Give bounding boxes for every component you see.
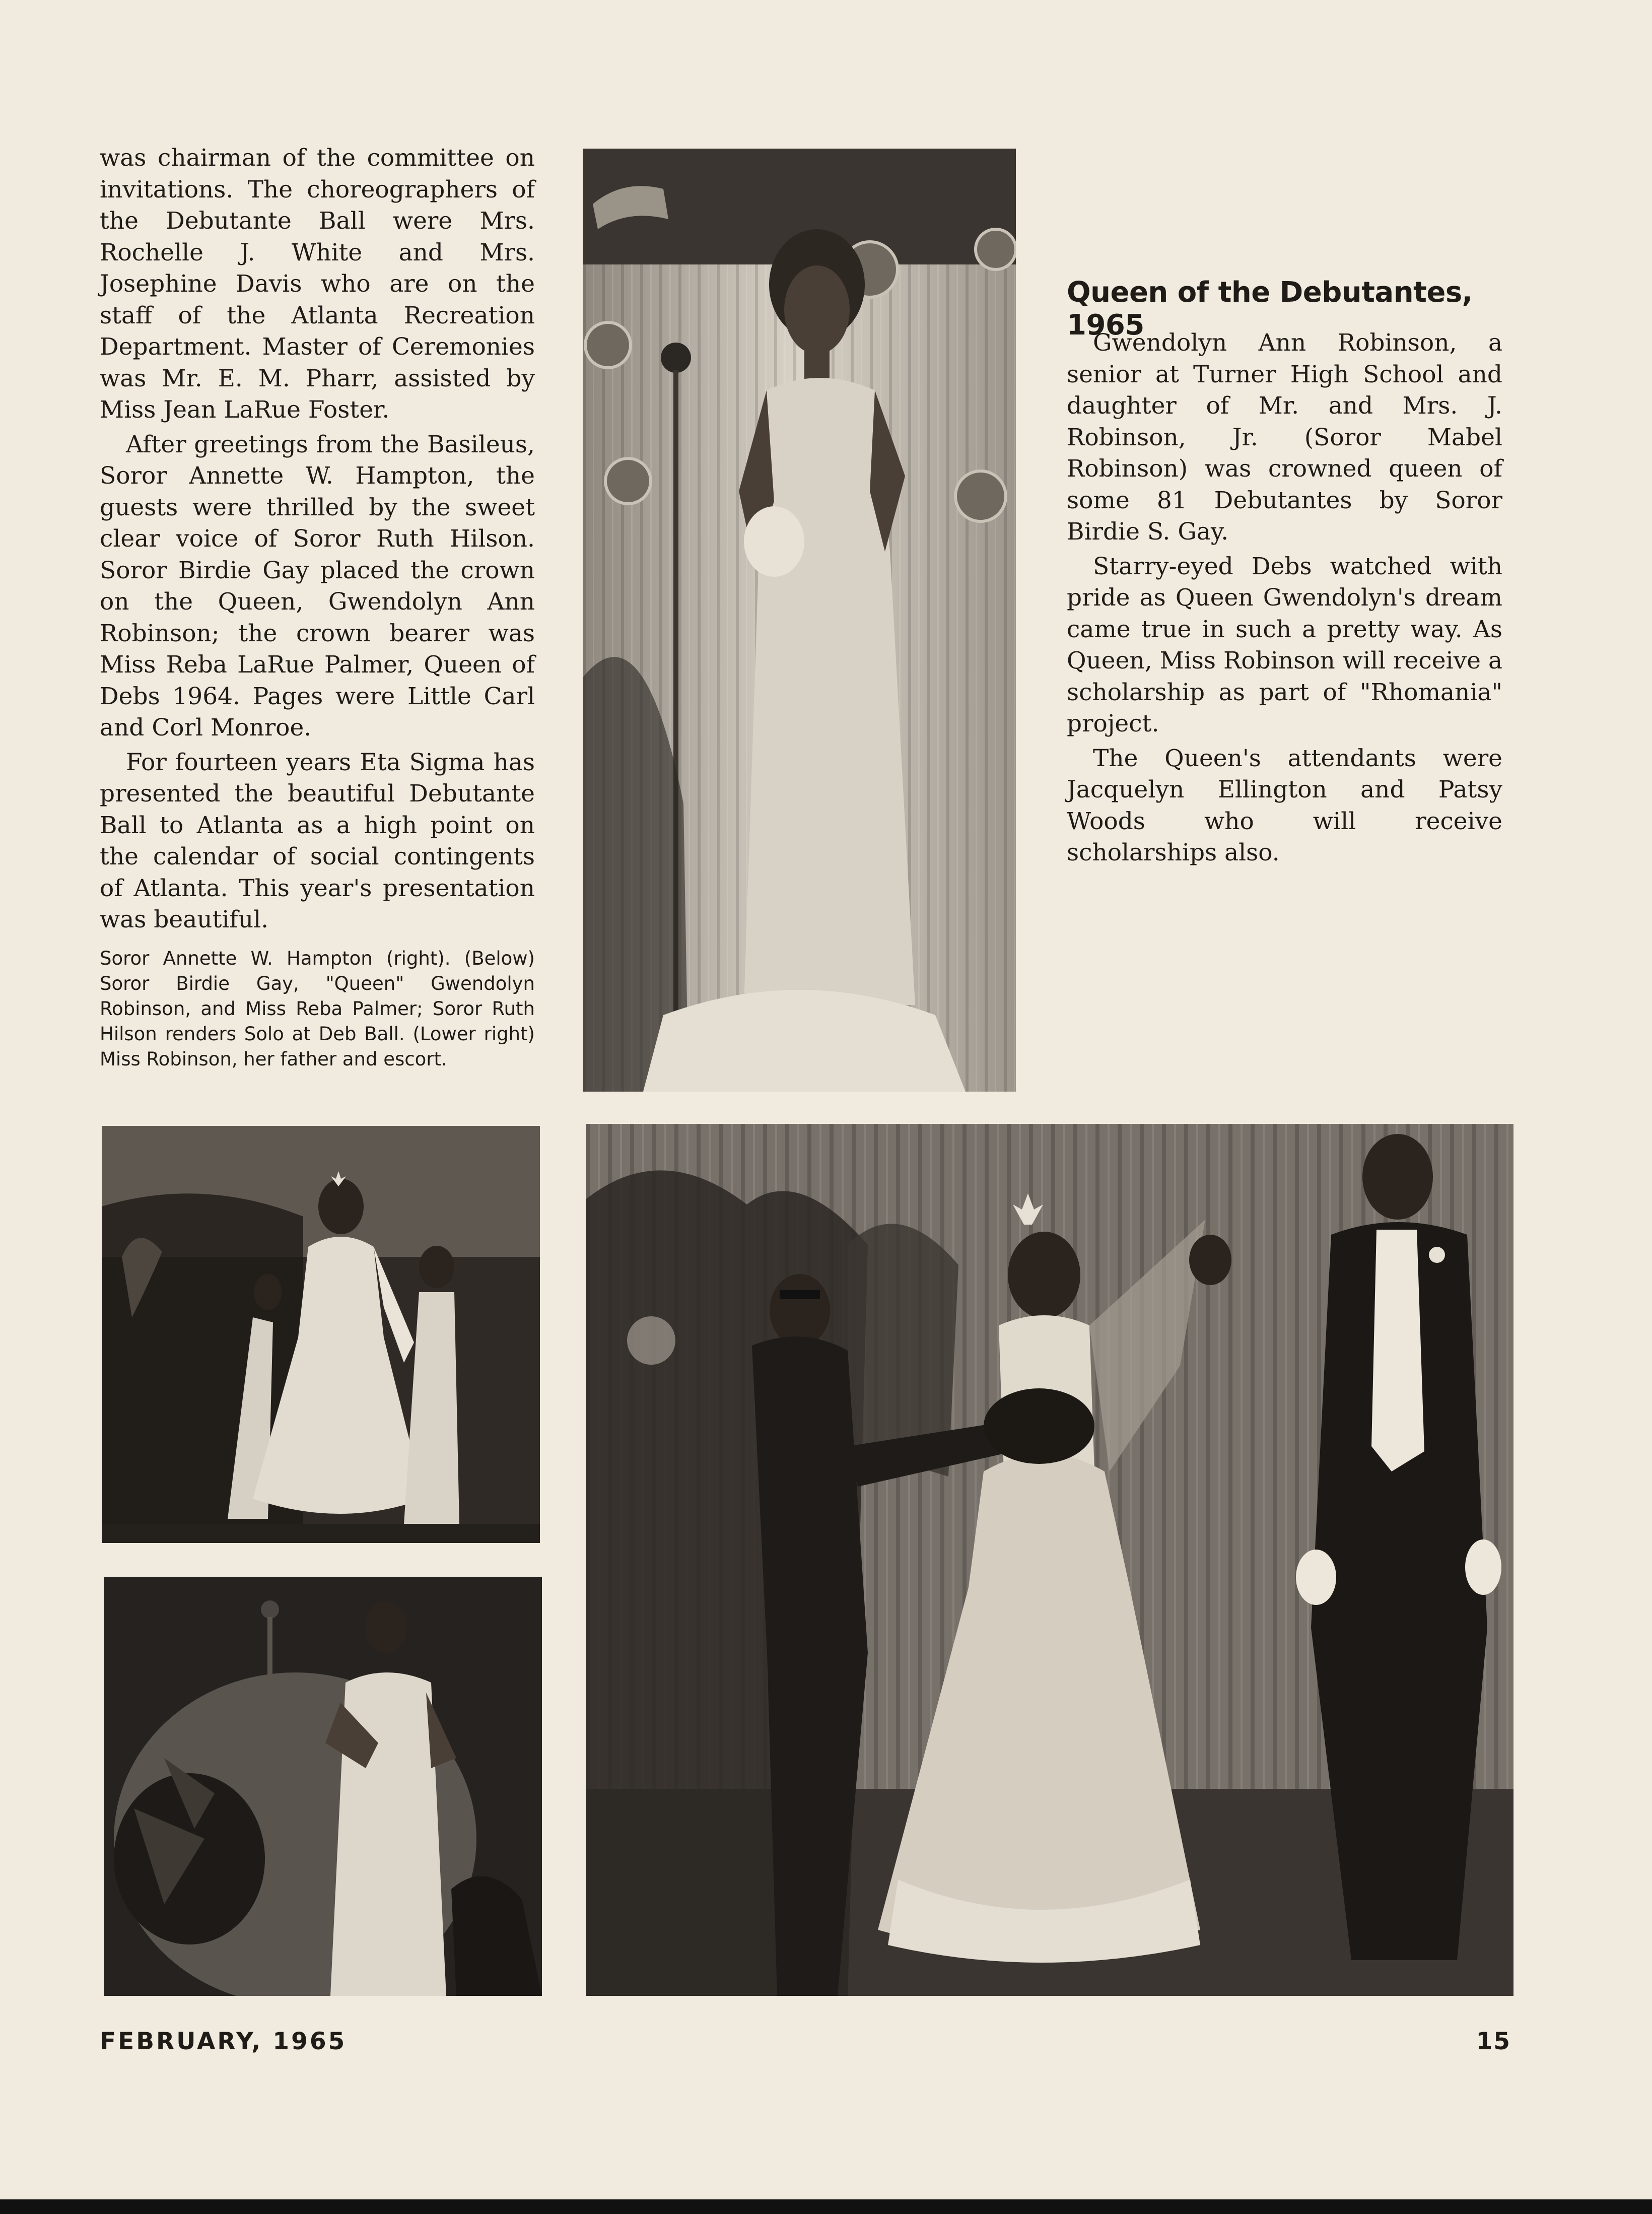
left-column-text: [100, 143, 535, 936]
right-paragraph-2: Starry-eyed Debs watched with pride as Queen Gwendolyn's dream came true in such a pretty way. As Queen, Miss Robinson will receive a scholarship as part of "Rhomania" project.: [1067, 552, 1502, 737]
scan-edge: [0, 2199, 1652, 2214]
article-headline: Queen of the Debutantes, 1965: [1067, 276, 1473, 342]
left-paragraph-2: After greetings from the Basileus, Soror Annette W. Hampton, the guests were thrilled by the sweet clear voice of Soror Ruth Hilson. Soror Birdie Gay placed the crown on the Queen, Gwendolyn Ann Robinson; the crown bearer was Miss Reba LaRue Palmer, Queen of Debs 1964. Pages were Little Carl and Corl Monroe.: [100, 430, 535, 742]
photo-hampton-at-microphone: [583, 149, 1016, 1092]
right-paragraph-1: Gwendolyn Ann Robinson, a senior at Turner High School and daughter of Mr. and Mrs. J. Robinson, Jr. (Soror Mabel Robinson) was crowned queen of some 81 Debutantes by Soror Birdie S. Gay.: [1067, 329, 1502, 546]
photo-crowning-ceremony: [102, 1126, 540, 1543]
right-paragraph-3: The Queen's attendants were Jacquelyn Ellington and Patsy Woods who will receive scholarships also.: [1067, 744, 1502, 866]
left-paragraph-1: was chairman of the committee on invitations. The choreographers of the Debutante Ball were Mrs. Rochelle J. White and Mrs. Josephine Davis who are on the staff of the Atlanta Recreation Department. Master of Ceremonies was Mr. E. M. Pharr, assisted by Miss Jean LaRue Foster.: [100, 144, 535, 424]
right-column-text: [1067, 327, 1502, 869]
issue-date: FEBRUARY, 1965: [100, 2028, 347, 2055]
photo-soloist: [104, 1577, 542, 1996]
page-number: 15: [1476, 2028, 1511, 2055]
photo-queen-father-escort: [586, 1124, 1513, 1996]
left-paragraph-3: For fourteen years Eta Sigma has presented the beautiful Debutante Ball to Atlanta as a high point on the calendar of social contingents of Atlanta. This year's presentation was beautiful.: [100, 748, 535, 933]
photo-caption: Soror Annette W. Hampton (right). (Below) Soror Birdie Gay, "Queen" Gwendolyn Robinson, and Miss Reba Palmer; Soror Ruth Hilson renders Solo at Deb Ball. (Lower right) Miss Robinson, her father and escort.: [100, 948, 535, 1070]
